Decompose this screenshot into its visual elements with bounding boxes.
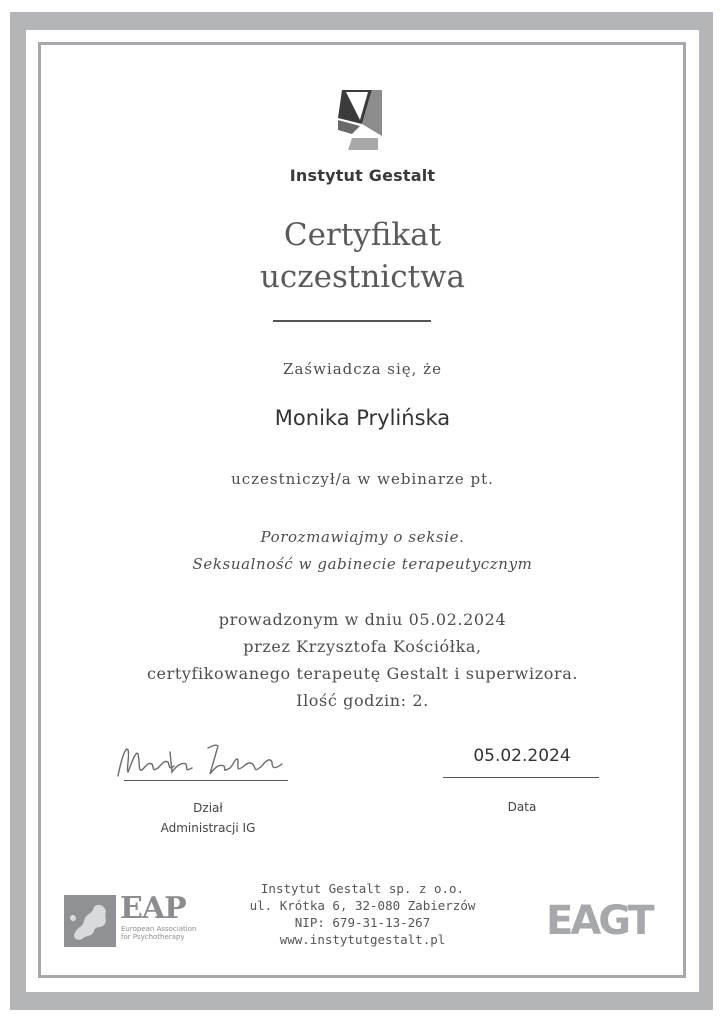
footer-nip: NIP: 679-31-13-267 bbox=[294, 915, 431, 930]
participant-name: Monika Prylińska bbox=[274, 406, 451, 430]
title-line-2: uczestnictwa bbox=[259, 259, 466, 295]
date-line bbox=[443, 777, 599, 778]
participated-text: uczestniczył/a w webinarze pt. bbox=[231, 470, 494, 488]
europe-map-icon bbox=[64, 895, 116, 947]
webinar-title bbox=[0, 524, 725, 578]
details-date-line: prowadzonym w dniu 05.02.2024 bbox=[218, 610, 507, 629]
eap-subtitle bbox=[121, 925, 196, 941]
eap-subtitle-line-2: for Psychotherapy bbox=[121, 933, 185, 941]
issue-date: 05.02.2024 bbox=[473, 746, 571, 766]
footer-street: ul. Krótka 6, 32-080 Zabierzów bbox=[249, 898, 476, 913]
webinar-title-line-1: Porozmawiajmy o seksie. bbox=[260, 528, 465, 546]
footer-website: www.instytutgestalt.pl bbox=[279, 932, 446, 947]
eagt-wordmark: EAGT bbox=[546, 898, 652, 944]
title-line-1: Certyfikat bbox=[283, 217, 442, 253]
details-instructor-line: przez Krzysztofa Kościółka, bbox=[243, 637, 482, 656]
signature-label-line-1: Dział bbox=[193, 801, 223, 815]
details-hours-line: Ilość godzin: 2. bbox=[296, 691, 429, 710]
signature-line bbox=[124, 780, 288, 781]
signature-label bbox=[128, 798, 288, 838]
instytut-gestalt-logo-icon bbox=[338, 90, 382, 150]
handwritten-signature bbox=[112, 736, 292, 784]
attest-text: Zaświadcza się, że bbox=[283, 360, 442, 378]
eap-logo bbox=[64, 891, 204, 949]
eap-subtitle-line-1: European Association bbox=[121, 925, 197, 933]
signature-label-line-2: Administracji IG bbox=[160, 821, 256, 835]
footer-company: Instytut Gestalt sp. z o.o. bbox=[260, 881, 465, 896]
details-title-line: certyfikowanego terapeutę Gestalt i superwizora. bbox=[146, 664, 579, 683]
webinar-details bbox=[0, 606, 725, 714]
certificate-title bbox=[0, 214, 725, 298]
webinar-title-line-2: Seksualność w gabinecie terapeutycznym bbox=[192, 555, 533, 573]
eap-wordmark: EAP bbox=[120, 891, 186, 926]
title-divider bbox=[273, 320, 431, 322]
date-label: Data bbox=[507, 800, 537, 814]
eagt-logo bbox=[546, 898, 652, 944]
brand-name: Instytut Gestalt bbox=[289, 166, 436, 185]
